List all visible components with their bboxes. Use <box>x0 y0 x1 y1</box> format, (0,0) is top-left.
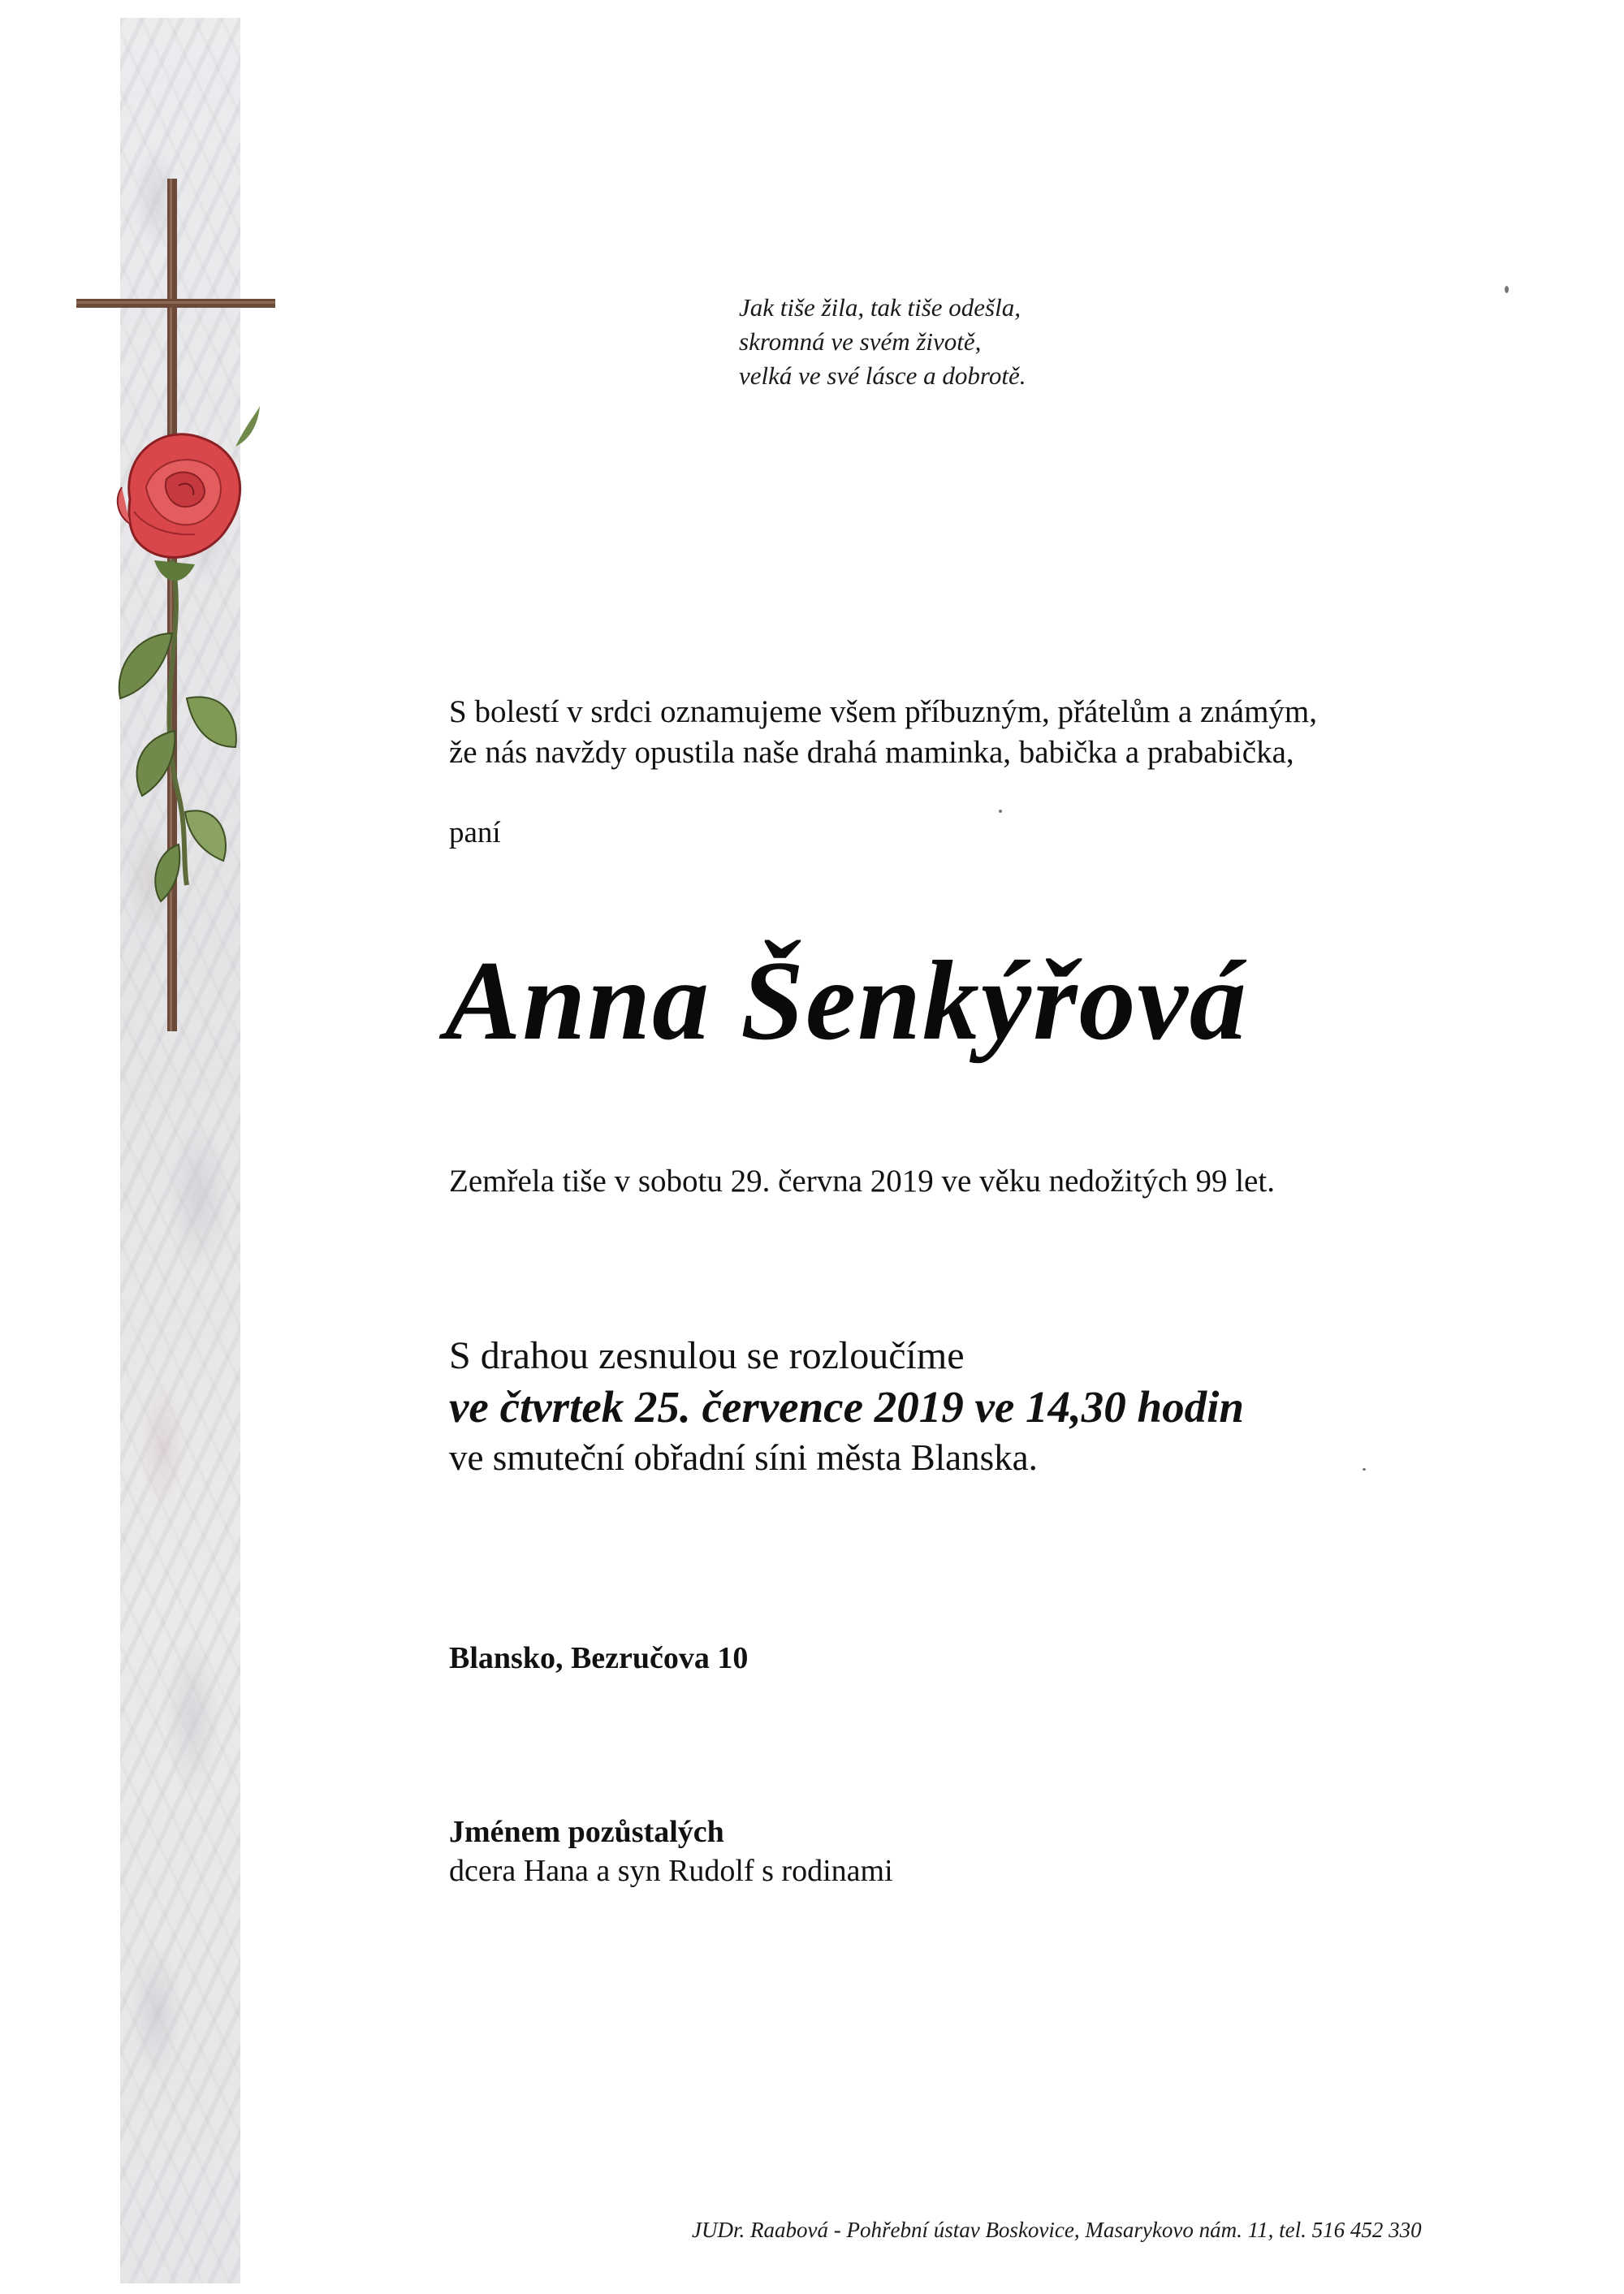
funeral-home-footer: JUDr. Raabová - Pohřební ústav Boskovice, Masarykovo nám. 11, tel. 516 452 330 <box>692 2218 1422 2242</box>
announcement-text <box>449 692 1456 773</box>
address: Blansko, Bezručova 10 <box>449 1641 749 1675</box>
farewell-block <box>449 1332 1505 1481</box>
death-info: Zemřela tiše v sobotu 29. června 2019 ve věku nedožitých 99 let. <box>449 1164 1275 1199</box>
farewell-intro: S drahou zesnulou se rozloučíme <box>449 1334 965 1377</box>
farewell-place: ve smuteční obřadní síni města Blanska. <box>449 1437 1038 1478</box>
scan-speck <box>1505 286 1509 293</box>
farewell-date: ve čtvrtek 25. července 2019 ve 14,30 hodin <box>449 1382 1245 1432</box>
verse-line: Jak tiše žila, tak tiše odešla, <box>739 293 1021 322</box>
cross-with-rose-icon <box>65 179 292 1056</box>
honorific: paní <box>449 816 501 849</box>
scan-speck <box>999 810 1002 813</box>
deceased-name: Anna Šenkýřová <box>445 938 1248 1064</box>
memorial-verse <box>739 291 1194 393</box>
announcement-line: že nás navždy opustila naše drahá maminka, babička a prababička, <box>449 735 1294 770</box>
signoff-head: Jménem pozůstalých <box>449 1815 724 1849</box>
verse-line: skromná ve svém životě, <box>739 327 982 356</box>
signoff-names: dcera Hana a syn Rudolf s rodinami <box>449 1854 893 1888</box>
signoff-block <box>449 1812 893 1890</box>
announcement-line: S bolestí v srdci oznamujeme všem příbuzným, přátelům a známým, <box>449 694 1317 729</box>
verse-line: velká ve své lásce a dobrotě. <box>739 361 1026 390</box>
scan-speck <box>1363 1468 1366 1471</box>
